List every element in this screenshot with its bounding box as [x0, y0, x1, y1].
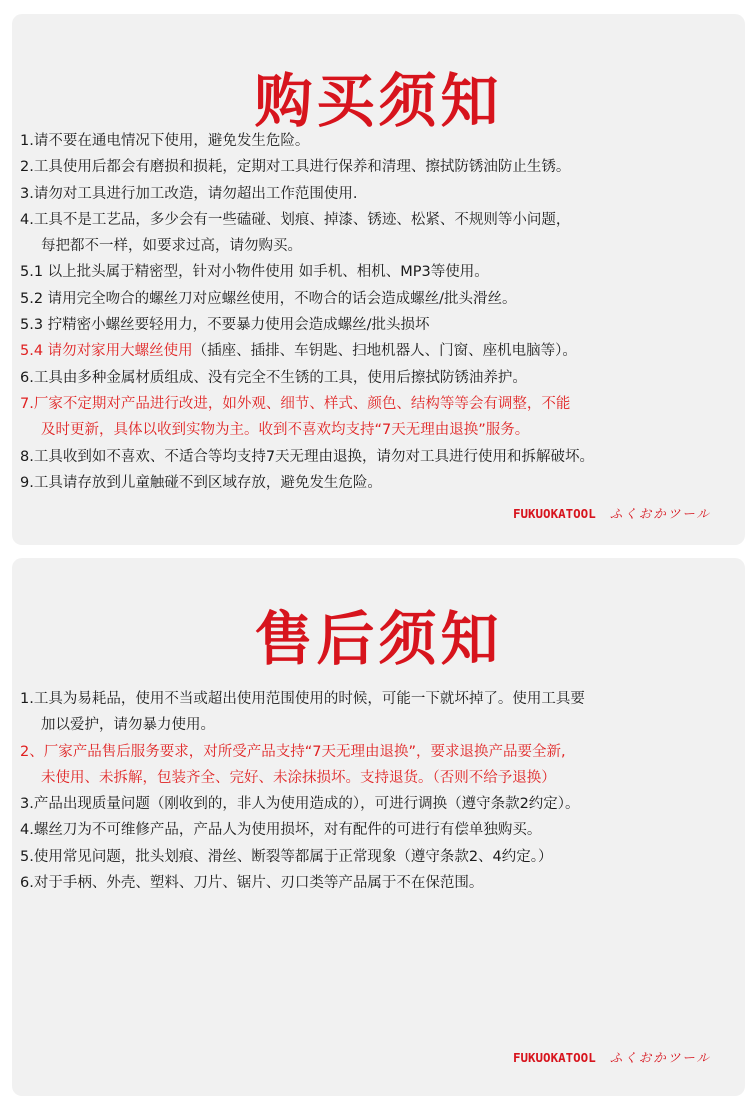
- after-sale-notice-list: [20, 686, 735, 896]
- list-item-line: 4.工具不是工艺品，多少会有一些磕碰、划痕、掉漆、锈迹、松紧、不规则等小问题，: [20, 211, 571, 228]
- list-item-warning: [20, 391, 735, 444]
- list-item: 8.工具收到如不喜欢、不适合等均支持7天无理由退换，请勿对工具进行使用和拆解破坏。: [20, 448, 595, 465]
- purchase-notice-title: 购买须知: [254, 67, 503, 135]
- list-item: 5.使用常见问题，批头划痕、滑丝、断裂等都属于正常现象（遵守条款2、4约定。）: [20, 848, 553, 865]
- brand-signature: [513, 504, 711, 522]
- list-item-line: 7.厂家不定期对产品进行改进，如外观、细节、样式、颜色、结构等等会有调整，不能: [20, 395, 571, 412]
- list-item: 4.螺丝刀为不可维修产品，产品人为使用损坏，对有配件的可进行有偿单独购买。: [20, 822, 542, 839]
- list-item-line: 1.工具为易耗品，使用不当或超出使用范围使用的时候，可能一下就坏掉了。使用工具要: [20, 691, 585, 707]
- list-item: 3.请勿对工具进行加工改造，请勿超出工作范围使用.: [20, 185, 358, 202]
- list-item-continuation: 未使用、未拆解，包装齐全、完好、未涂抹损坏。支持退货。（否则不给予退换）: [41, 769, 556, 786]
- list-item: [20, 207, 735, 260]
- purchase-notice-card: [12, 14, 745, 545]
- list-item-red-part: 5.4 请勿对家用大螺丝使用: [20, 343, 193, 360]
- list-item: 9.工具请存放到儿童触碰不到区域存放，避免发生危险。: [20, 474, 382, 491]
- brand-name-jp: ふくおかツール: [609, 1050, 711, 1065]
- brand-name: FUKUOKATOOL: [512, 1050, 596, 1065]
- list-item: 1.请不要在通电情况下使用，避免发生危险。: [20, 133, 310, 149]
- brand-name-jp: ふくおかツール: [609, 506, 711, 521]
- list-item: 5.3 拧精密小螺丝要轻用力，不要暴力使用会造成螺丝/批头损坏: [20, 317, 430, 334]
- list-item: 5.1 以上批头属于精密型，针对小物件使用 如手机、相机、MP3等使用。: [20, 264, 489, 281]
- list-item: [20, 686, 735, 739]
- after-sale-notice-title: 售后须知: [254, 605, 503, 673]
- list-item-warning: [20, 739, 735, 792]
- list-item: 6.工具由多种金属材质组成、没有完全不生锈的工具，使用后擦拭防锈油养护。: [20, 369, 527, 386]
- list-item-line: 2、厂家产品售后服务要求，对所受产品支持“7天无理由退换”，要求退换产品要全新,: [20, 743, 566, 760]
- list-item-continuation: 加以爱护，请勿暴力使用。: [41, 717, 215, 734]
- list-item: 2.工具使用后都会有磨损和损耗，定期对工具进行保养和清理、擦拭防锈油防止生锈。: [20, 159, 571, 176]
- brand-signature: [513, 1048, 711, 1066]
- brand-name: FUKUOKATOOL: [512, 506, 596, 521]
- list-item-warning: [20, 338, 735, 364]
- after-sale-notice-card: [12, 558, 745, 1096]
- list-item-continuation: 每把都不一样，如要求过高，请勿购买。: [41, 238, 302, 255]
- list-item-continuation: 及时更新，具体以收到实物为主。收到不喜欢均支持“7天无理由退换”服务。: [41, 422, 530, 439]
- list-item-black-part: （插座、插排、车钥匙、扫地机器人、门窗、座机电脑等）。: [192, 343, 577, 360]
- list-item: 3.产品出现质量问题（刚收到的，非人为使用造成的），可进行调换（遵守条款2约定）。: [20, 796, 580, 813]
- purchase-notice-list: [20, 128, 735, 496]
- list-item: 6.对于手柄、外壳、塑料、刀片、锯片、刃口类等产品属于不在保范围。: [20, 875, 484, 892]
- list-item: 5.2 请用完全吻合的螺丝刀对应螺丝使用，不吻合的话会造成螺丝/批头滑丝。: [20, 290, 517, 307]
